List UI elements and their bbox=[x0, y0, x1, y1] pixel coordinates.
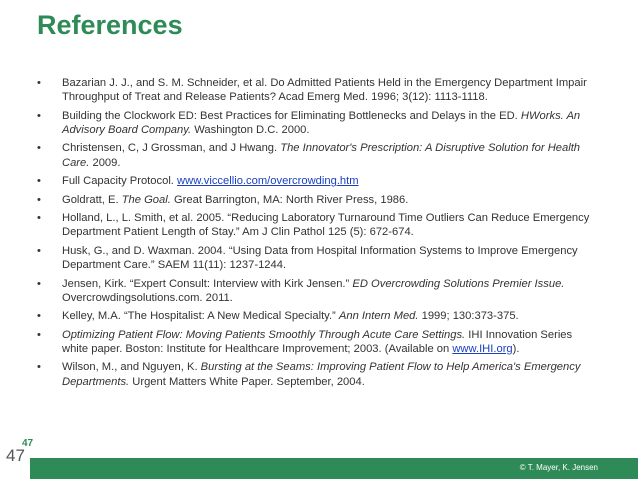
reference-item bbox=[36, 109, 596, 137]
reference-item bbox=[36, 141, 596, 169]
reference-item bbox=[36, 328, 596, 356]
reference-italic: HWorks. An Advisory Board Company. bbox=[62, 109, 581, 136]
reference-italic: The Goal. bbox=[121, 193, 171, 206]
reference-item bbox=[36, 309, 596, 323]
reference-italic: Optimizing Patient Flow: Moving Patients Smoothly Through Acute Care Settings. bbox=[62, 328, 466, 341]
ihi-link[interactable]: www.IHI.org bbox=[452, 342, 513, 355]
bullet: • bbox=[37, 142, 41, 155]
reference-item bbox=[36, 244, 596, 272]
bullet: • bbox=[37, 244, 41, 257]
reference-text: Jensen, Kirk. “Expert Consult: Interview with Kirk Jensen.” bbox=[62, 277, 353, 290]
footer-bar bbox=[30, 458, 638, 479]
viccellio-link[interactable]: www.viccellio.com/overcrowding.htm bbox=[177, 175, 359, 188]
reference-text: Overcrowdingsolutions.com. 2011. bbox=[62, 291, 233, 304]
reference-text: Husk, G., and D. Waxman. 2004. “Using Data from Hospital Information Systems to Improve Emergency Department Care.” SAEM 11(11): 1237-1244. bbox=[62, 244, 578, 272]
reference-item bbox=[36, 211, 596, 239]
bullet: • bbox=[37, 212, 41, 225]
reference-italic: The Innovator's Prescription: A Disruptive Solution for Health Care. bbox=[62, 142, 581, 169]
reference-text: 2009. bbox=[89, 156, 121, 169]
reference-text: Kelley, M.A. “The Hospitalist: A New Medical Specialty.” bbox=[62, 310, 339, 323]
reference-item bbox=[36, 76, 596, 104]
reference-italic: Ann Intern Med. bbox=[338, 310, 419, 323]
bullet: • bbox=[37, 193, 41, 206]
bullet: • bbox=[37, 277, 41, 290]
reference-text: Bazarian J. J., and S. M. Schneider, et al. Do Admitted Patients Held in the Emergency Department Impair Throughput of Treat and Release Patients? Acad Emerg Med. 1996; 3(12): 1113-1118. bbox=[62, 77, 587, 104]
reference-text: Wilson, M., and Nguyen, K. bbox=[62, 361, 201, 374]
reference-text: Full Capacity Protocol. bbox=[62, 175, 178, 188]
reference-text: Christensen, C, J Grossman, and J Hwang. bbox=[62, 142, 281, 155]
bullet: • bbox=[37, 77, 41, 89]
reference-text: IHI Innovation Series white paper. Boston: Institute for Healthcare Improvement; 2003. (Available on bbox=[62, 328, 573, 355]
reference-text: Great Barrington, MA: North River Press, 1986. bbox=[170, 193, 409, 206]
bullet: • bbox=[37, 109, 41, 122]
reference-italic: Bursting at the Seams: Improving Patient Flow to Help America's Emergency Departments. bbox=[62, 361, 581, 388]
bullet: • bbox=[37, 175, 41, 188]
bullet: • bbox=[37, 328, 41, 341]
reference-text: Washington D.C. 2000. bbox=[191, 123, 310, 136]
reference-text: Urgent Matters White Paper. September, 2004. bbox=[129, 375, 365, 388]
bullet: • bbox=[37, 310, 41, 323]
reference-item bbox=[36, 360, 596, 388]
slide-title: References bbox=[37, 10, 183, 40]
reference-list bbox=[36, 76, 596, 393]
reference-text: Building the Clockwork ED: Best Practices for Eliminating Bottlenecks and Delays in the ED. bbox=[62, 109, 521, 122]
slide-number: 47 bbox=[22, 438, 34, 449]
reference-item bbox=[36, 193, 596, 207]
reference-item bbox=[36, 277, 596, 305]
reference-text: Holland, L., L. Smith, et al. 2005. “Reducing Laboratory Turnaround Time Outliers Can Reduce Emergency Department Patient Length of Stay.” Am J Clin Pathol 125 (5): 672-674. bbox=[62, 212, 590, 239]
reference-text: Goldratt, E. bbox=[62, 193, 122, 206]
reference-text: ). bbox=[512, 342, 520, 355]
reference-italic: ED Overcrowding Solutions Premier Issue. bbox=[352, 277, 565, 290]
reference-text: 1999; 130:373-375. bbox=[418, 310, 519, 323]
reference-item bbox=[36, 174, 596, 188]
copyright-text: © T. Mayer, K. Jensen bbox=[519, 463, 598, 472]
slide-number-large: 47 bbox=[6, 446, 25, 465]
bullet: • bbox=[37, 361, 41, 374]
